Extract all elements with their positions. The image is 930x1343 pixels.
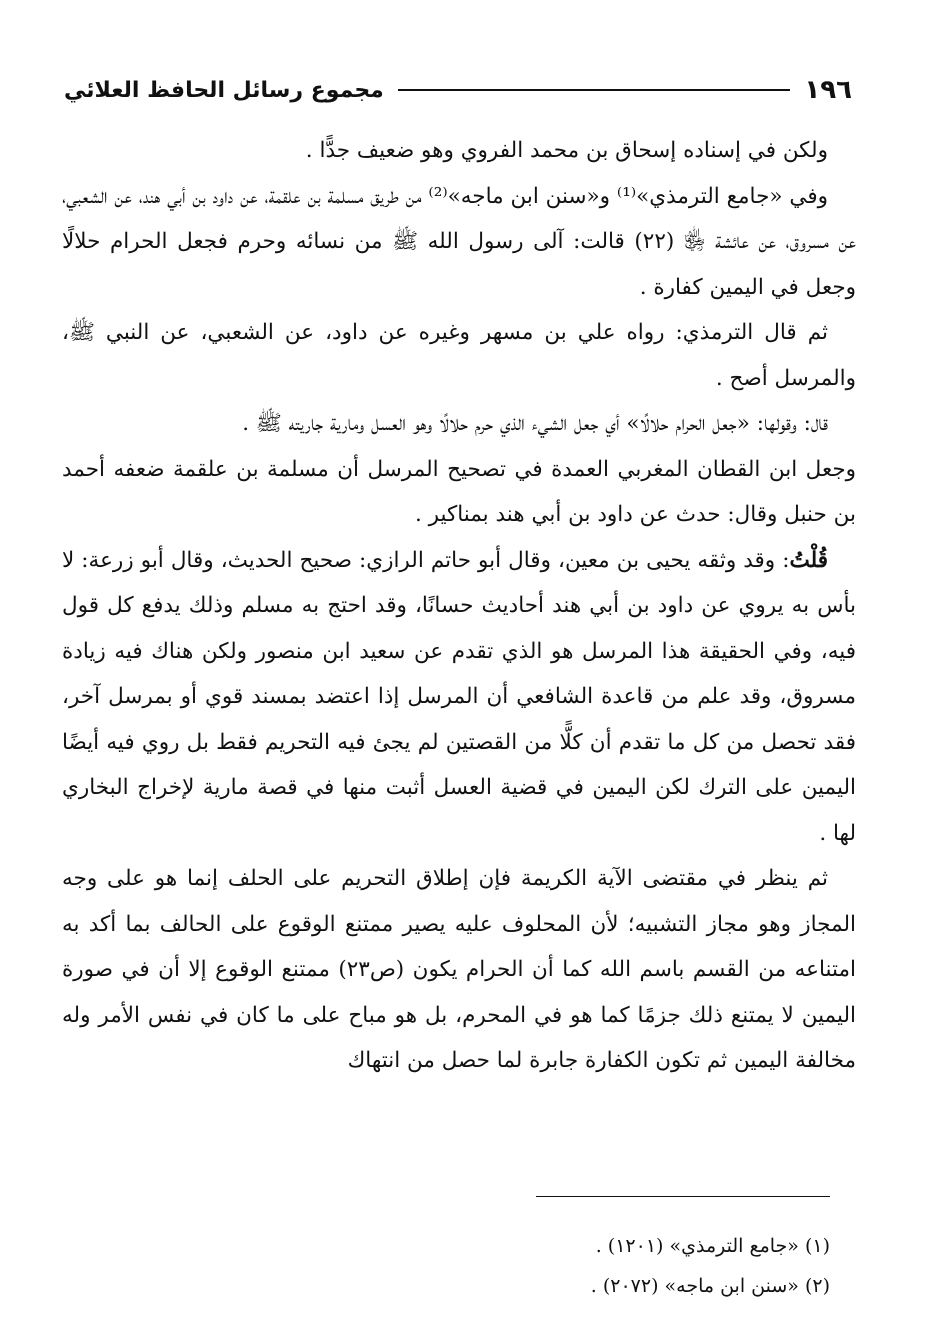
paragraph: ولكن في إسناده إسحاق بن محمد الفروي وهو ضعيف جدًّا . [305,138,828,163]
paragraph: وفي «جامع الترمذي»⁽¹⁾ و«سنن ابن ماجه»⁽²⁾ من طريق مسلمة بن علقمة، عن داود بن أبي هند، عن الشعبي، عن مسروق، عن عائشة ﵂ (٢٢) قالت: آلى رسول الله ﷺ من نسائه وحرم فجعل الحرام حلالًا وجعل في اليمين كفارة . [62,183,856,300]
page-header [64,70,852,110]
header-rule [398,89,791,91]
footnote: (٢) «سنن ابن ماجه» (٢٠٧٢) . [590,1275,830,1297]
paragraph: ثم قال الترمذي: رواه علي بن مسهر وغيره عن داود، عن الشعبي، عن النبي ﷺ، والمرسل أصح . [62,320,856,391]
paragraph [62,538,856,857]
paragraph-lead: قُلْتُ [789,547,828,573]
running-title: مجموع رسائل الحافظ العلائي [64,77,384,103]
paragraph: ثم ينظر في مقتضى الآية الكريمة فإن إطلاق التحريم على الحلف إنما هو على وجه المجاز وهو مجاز التشبيه؛ لأن المحلوف عليه يصير ممتنع الوقوع على الحالف بما أكد به امتناعه من القسم باسم الله كما أن الحرام يكون (ص٢٣) ممتنع الوقوع إلا أن في صورة اليمين لا يمتنع ذلك جزمًا كما هو في المحرم، بل هو مباح على ما كان في نفس الأمر وله مخالفة اليمين ثم تكون الكفارة جابرة لما حصل من انتهاك [62,866,856,1073]
page-number: ١٩٦ [804,75,852,105]
paragraph: قال: وقولها: «جعل الحرام حلالًا» أي جعل الشيء الذي حرم حلالًا وهو العسل ومارية جاريته ﷺ . [242,411,828,436]
paragraph-body: : وقد وثقه يحيى بن معين، وقال أبو حاتم الرازي: صحيح الحديث، وقال أبو زرعة: لا بأس به يروي عن داود بن أبي هند أحاديث حسانًا، وقد احتج به مسلم وذلك يدفع كل قول فيه، وفي الحقيقة هذا المرسل هو الذي تقدم عن سعيد ابن منصور ولكن هناك فيه زيادة مسروق، وقد علم من قاعدة الشافعي أن المرسل إذا اعتضد بمسند قوي أو بمرسل آخر، فقد تحصل من كل ما تقدم أن كلًّا من القصتين لم يجئ فيه التحريم فقط بل روي فيه أيضًا اليمين على الترك لكن اليمين في قضية العسل أثبت منها في قصة مارية لإخراج البخاري لها . [62,547,856,846]
paragraph: وجعل ابن القطان المغربي العمدة في تصحيح المرسل أن مسلمة بن علقمة ضعفه أحمد بن حنبل وقال: حدث عن داود بن أبي هند بمناكير . [62,456,856,527]
footnotes [591,1226,830,1306]
footnote-separator [536,1196,830,1197]
footnote: (١) «جامع الترمذي» (١٢٠١) . [595,1235,830,1257]
main-text [62,128,856,1084]
